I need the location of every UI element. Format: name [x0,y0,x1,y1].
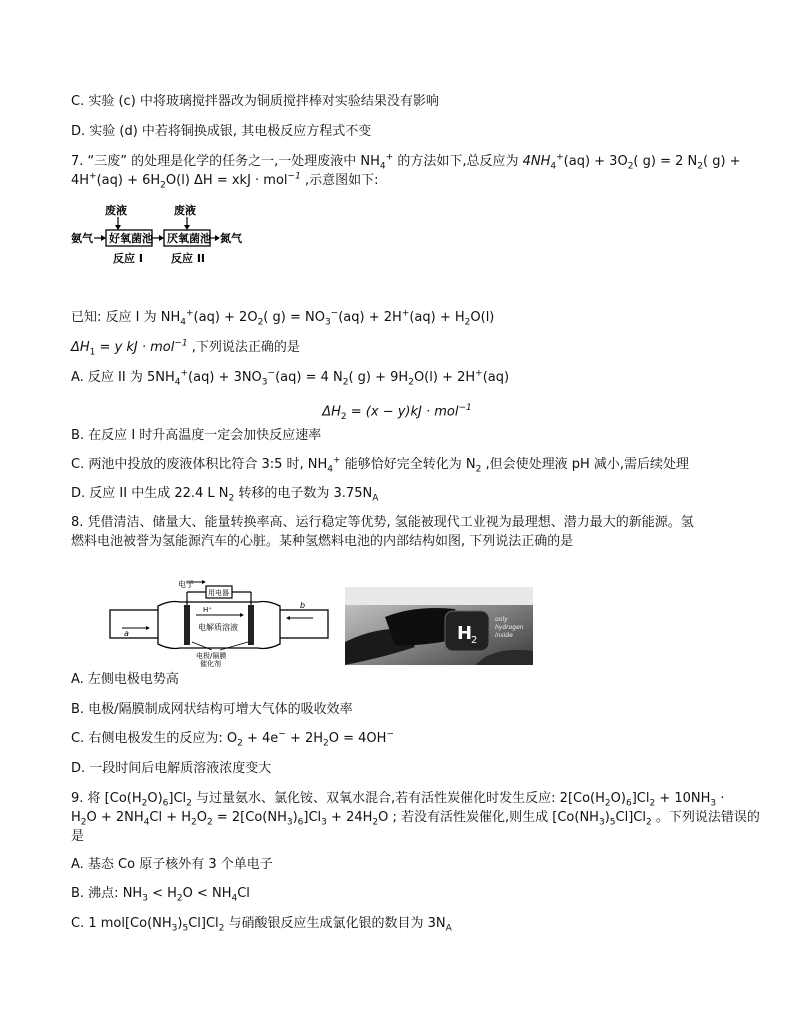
q8-option-b: B. 电极/隔膜制成网状结构可增大气体的吸收效率 [71,702,353,717]
q9-option-a: A. 基态 Co 原子核外有 3 个单电子 [71,857,273,872]
wastewater-diagram [71,200,246,270]
nitrogen-label: 氮气 [220,232,242,245]
option-d-prev: D. 实验 (d) 中若将铜换成银, 其电极反应方程式不变 [71,124,372,139]
q8-option-d: D. 一段时间后电解质溶液浓度变大 [71,761,272,776]
ammonia-label: 氨气 [71,232,93,245]
fuel-cell-diagram [108,578,330,668]
known-line: 已知: 反应 I 为 $NH_4^+(aq) + 2O_2$( $g) = NO_3^-(aq) + 2H^+(aq) + H_2O(l)$ [71,308,495,328]
q7-option-a: A. 反应 II 为 $5NH_4^+(aq) + 3NO_3^-(aq) = 4$ $N_2$( $g) + 9H_2O(l) + 2H^+(aq)$ [71,368,510,388]
h2-symbol: H [457,623,473,644]
electrolyte-label: 电解质溶液 [198,623,238,632]
q7-option-d: D. 反应 II 中生成 22.4 L $N_2$ 转移的电子数为 $3.75N_A$ [71,486,379,504]
device-label: 用电器 [208,589,229,597]
reaction-2-label: 反应 II [171,252,206,265]
q7-option-c: C. 两池中投放的废液体积比符合 3:5 时, $NH_4^+$ 能够恰好完全转化为 $N_2$ ,但会使处理液 pH 减小,需后续处理 [71,455,690,475]
catalyst-label: 催化剂 [200,660,221,668]
photo-text-2: hydrogen [495,624,524,631]
photo-text-3: inside [495,632,513,639]
inlet-b-label: b [300,601,306,610]
electrode-label: 电极/隔膜 [196,652,227,660]
dh1-line: $\Delta H_1 = y$ kJ · mol$^{-1}$ ,下列说法正确的是 [71,338,300,358]
q9-line3: 是 [71,829,85,844]
inlet-a-label: a [124,629,129,638]
q8-option-a: A. 左侧电极电势高 [71,672,179,687]
q7-option-b: B. 在反应 I 时升高温度一定会加快反应速率 [71,428,322,443]
q9-option-c: C. 1 $mol[Co(NH_3)_5Cl]Cl_2$ 与硝酸银反应生成氯化银的数目为 $3N_A$ [71,916,452,934]
waste-label-2: 废液 [174,204,196,217]
q7-line1: 7. “三废” 的处理是化学的任务之一,一处理废液中 $NH_4^+$ 的方法如下,总反应为 $4NH_4^+(aq) + 3O_2$( g) = 2 $N_2$( g) + [71,152,741,172]
reaction-1-label: 反应 I [113,252,143,265]
h2-subscript: 2 [471,635,478,646]
photo-text-1: only [495,616,508,623]
dh2-line: $\Delta H_2 = (x - y)kJ \cdot mol^{-1}$ [322,403,472,422]
q7-line2: $4H^+(aq) + 6H_2O(l) \Delta H$ = xkJ · mol$^{-1}$ ,示意图如下: [71,171,379,191]
option-c-prev: C. 实验 (c) 中将玻璃搅拌器改为铜质搅拌棒对实验结果没有影响 [71,94,439,109]
hydrogen-nozzle-photo [345,587,533,665]
q8-option-c: C. 右侧电极发生的反应为: $O_2 + 4e^- + 2H_2O = 4OH^-$ [71,729,394,749]
q8-line1: 8. 凭借清洁、储量大、能量转换率高、运行稳定等优势, 氢能被现代工业视为最理想、潜力最大的新能源。氢 [71,515,694,530]
anaerobic-tank: 厌氧菌池 [167,232,211,245]
aerobic-tank: 好氧菌池 [109,232,153,245]
q9-line1: 9. 将 $[Co(H_2O)_6]Cl_2$ 与过量氨水、氯化铵、双氧水混合,若有活性炭催化时发生反应: $2[Co(H_2O)_6]Cl_2 + 10NH_3$ · [71,791,725,809]
waste-label-1: 废液 [105,204,127,217]
q9-line2: $H_2O + 2NH_4Cl + H_2O_2 = 2[Co(NH_3)_6]Cl_3 + 24H_2O$ ; 若没有活性炭催化,则生成 $[Co(NH_3)_5Cl]Cl_2$ 。下列说法错误的 [71,810,760,828]
hplus-label: H⁺ [203,606,212,614]
q8-line2: 燃料电池被誉为氢能源汽车的心脏。某种氢燃料电池的内部结构如图, 下列说法正确的是 [71,534,574,549]
electron-label: 电子 [178,580,194,589]
q9-option-b: B. 沸点: $NH_3 < H_2O < NH_4Cl$ [71,886,250,904]
